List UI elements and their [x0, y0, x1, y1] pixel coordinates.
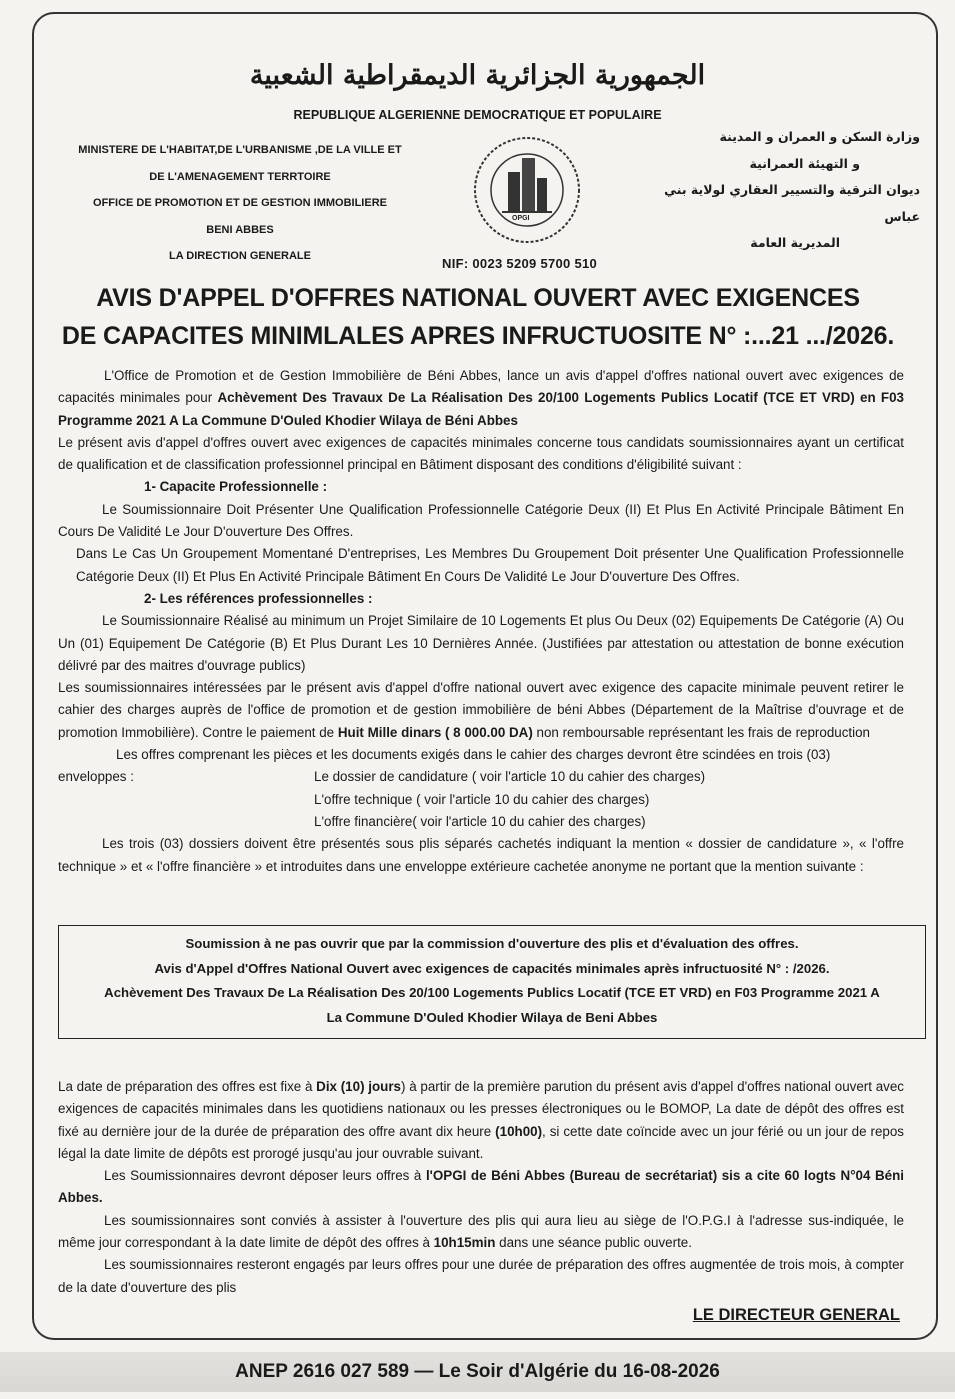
- header-line: LA DIRECTION GENERALE: [169, 250, 311, 262]
- three-dossiers-paragraph: Les trois (03) dossiers doivent être présentés sous plis séparés cachetés indiquant la mention « dossier de candidature », « l'offre technique » et « l'offre financière » et introduites dans une enveloppe extérieure cachetée anonyme ne portant que la mention suivante :: [58, 836, 904, 874]
- envelope-mention-box: [58, 925, 926, 1039]
- header-line: ديوان الترقية والتسيير العقاري لولاية بني عباس: [664, 182, 920, 224]
- logo-text: OPGI: [512, 215, 530, 222]
- envelopes-label: enveloppes :: [58, 769, 134, 785]
- envelope-item: Le dossier de candidature ( voir l'article 10 du cahier des charges): [314, 769, 706, 785]
- box-line: Soumission à ne pas ouvrir que par la commission d'ouverture des plis et d'évaluation des offres.: [185, 936, 799, 951]
- engagement-paragraph: Les soumissionnaires resteront engagés par leurs offres pour une durée de préparation des offres augmentée de trois mois, à compter de la date d'ouverture des plis: [58, 1257, 904, 1295]
- envelope-item: L'offre technique ( voir l'article 10 du cahier des charges): [314, 791, 650, 807]
- header-line: MINISTERE DE L'HABITAT,DE L'URBANISME ,DE LA VILLE ET: [78, 144, 402, 156]
- offers-paragraph: Les offres comprenant les pièces et les documents exigés dans le cahier des charges devront être scindées en trois (03): [116, 747, 831, 763]
- header-line: وزارة السكن و العمران و المدينة: [719, 129, 920, 144]
- title-line-2: DE CAPACITES MINIMLALES APRES INFRUCTUOSITE N° :...21 .../2026.: [61, 322, 895, 350]
- header-line: OFFICE DE PROMOTION ET DE GESTION IMMOBILIERE: [93, 197, 387, 209]
- ministry-header-ar: [630, 124, 920, 257]
- section-1-paragraph: Le Soumissionnaire Doit Présenter Une Qualification Professionnelle Catégorie Deux (II) Et Plus En Activité Principale Bâtiment En Cours De Validité Le Jour D'ouverture Des Offres.: [58, 501, 904, 540]
- header-line: و التهيئة العمرانية: [749, 155, 860, 171]
- notice-body-2: [58, 1076, 904, 1299]
- notice-title: [40, 279, 916, 355]
- deposit-paragraph: Les Soumissionnaires devront déposer leurs offres à l'OPGI de Béni Abbes (Bureau de secrétariat) sis a cite 60 logts N°04 Béni Abbes.: [58, 1168, 905, 1206]
- opgi-logo: [472, 132, 582, 250]
- section-1-paragraph-2: Dans Le Cas Un Groupement Momentané D'entreprises, Les Membres Du Groupement Doit présenter Une Qualification Professionnelle Catégorie Deux (II) Et Plus En Activité Principale Bâtiment En Cours De Validité Le Jour D'ouverture Des Offres.: [76, 546, 904, 584]
- nif-number: NIF: 0023 5209 5700 510: [442, 256, 598, 271]
- arabic-republic-title: الجمهورية الجزائرية الديمقراطية الشعبية: [249, 60, 706, 91]
- concern-paragraph: Le présent avis d'appel d'offres ouvert avec exigences de capacités minimales concerne tous candidats soumissionnaires ayant un certificat de qualification et de classification professionnel principal en Bâtiment disposant des conditions d'éligibilité suivant :: [58, 434, 904, 473]
- publication-footer: ANEP 2616 027 589 — Le Soir d'Algérie du 16-08-2026: [0, 1352, 955, 1392]
- envelopes-list: [58, 766, 904, 833]
- republic-title: REPUBLIQUE ALGERIENNE DEMOCRATIQUE ET POPULAIRE: [293, 108, 662, 122]
- retrieve-paragraph: Les soumissionnaires intéressées par le présent avis d'appel d'offre national ouvert avec exigence des capacite minimale peuvent retirer le cahier des charges auprès de l'office de promotion et de gestion immobilière de béni Abbes (Département de la Maîtrise d'ouvrage et de promotion Immobilière). Contre le paiement de Huit Mille dinars ( 8 000.00 DA) non remboursable représentant les frais de reproduction: [58, 680, 904, 740]
- title-line-1: AVIS D'APPEL D'OFFRES NATIONAL OUVERT AVEC EXIGENCES: [96, 284, 860, 312]
- header-line: DE L'AMENAGEMENT TERRTOIRE: [149, 170, 331, 183]
- signature: LE DIRECTEUR GENERAL: [692, 1306, 900, 1324]
- section-2-paragraph: Le Soumissionnaire Réalisé au minimum un Projet Similaire de 10 Logements Et plus Ou Deux (02) Equipements De Catégorie (A) Ou Un (01) Equipement De Catégorie (B) Et Plus Durant Les 10 Dernières Année. (Justifiées par attestation ou attestation de bonne exécution délivré par des maitres d'ouvrage publics): [58, 613, 904, 673]
- header-line: المديرية العامة: [750, 235, 840, 250]
- box-line: Achèvement Des Travaux De La Réalisation Des 20/100 Logements Publics Locatif (TCE ET VRD) en F03 Programme 2021 A: [104, 985, 880, 1000]
- opening-paragraph: Les soumissionnaires sont conviés à assister à l'ouverture des plis qui aura lieu au siège de l'O.P.G.I à l'adresse sus-indiquée, le même jour correspondant à la date limite de dépôt des offres à 10h15min dans une séance public ouverte.: [58, 1212, 904, 1251]
- date-paragraph: La date de préparation des offres est fixe à Dix (10) jours) à partir de la première parution du présent avis d'appel d'offres national ouvert avec exigences de capacités minimales dans les quotidiens nationaux ou les presses électroniques ou le BOMOP, La date de dépôt des offres est fixé au dernière jour de la durée de préparation des offre avant dix heure (10h00), si cette date coïncide avec un jour férié ou un jour de repos légal la date limite de dépôts est prorogé jusqu'au jour ouvrable suivant.: [58, 1079, 904, 1161]
- section-1-heading: 1- Capacite Professionnelle :: [144, 479, 328, 495]
- box-line: Avis d'Appel d'Offres National Ouvert avec exigences de capacités minimales après infructuosité N° : /2026.: [154, 960, 830, 976]
- envelope-item: L'offre financière( voir l'article 10 du cahier des charges): [314, 813, 646, 829]
- notice-body: [58, 365, 904, 878]
- header-line: BENI ABBES: [206, 223, 274, 236]
- intro-paragraph: L'Office de Promotion et de Gestion Immobilière de Béni Abbes, lance un avis d'appel d'offres national ouvert avec exigences de capacités minimales pour Achèvement Des Travaux De La Réalisation Des 20/100 Logements Publics Locatif (TCE ET VRD) en F03 Programme 2021 A La Commune D'Ouled Khodier Wilaya de Béni Abbes: [58, 368, 904, 428]
- box-line: La Commune D'Ouled Khodier Wilaya de Beni Abbes: [326, 1009, 658, 1025]
- section-2-heading: 2- Les références professionnelles :: [144, 590, 373, 606]
- ministry-header-fr: [40, 137, 440, 270]
